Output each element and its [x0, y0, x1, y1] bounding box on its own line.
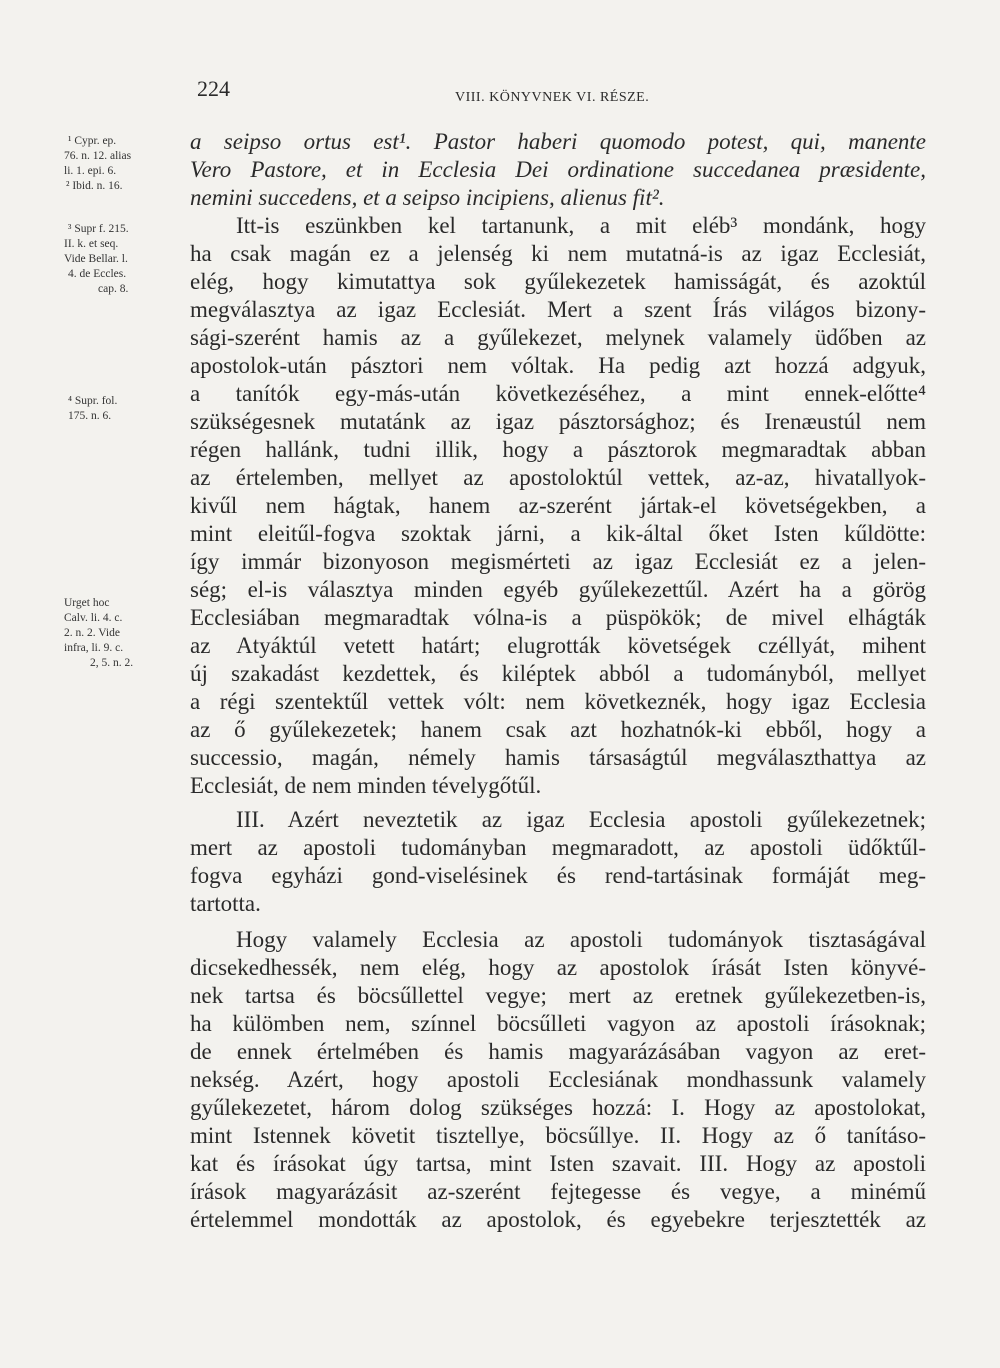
text-line: sági-szerént hamis az a gyűlekezet, melynek valamely üdőben az: [190, 325, 926, 350]
margin-note: [64, 394, 182, 424]
margin-note: [64, 596, 182, 671]
text-line: ha külömben nem, színnel böcsűlleti vagyon az apostoli írásoknak;: [190, 1011, 926, 1036]
margin-note-line: infra, li. 9. c.: [64, 642, 124, 654]
text-line: megválasztya az igaz Ecclesiát. Mert a szent Írás világos bizony-: [190, 297, 926, 322]
text-line: ha csak magán ez a jelenség ki nem mutatná-is az igaz Ecclesiát,: [190, 241, 926, 266]
text-line: gyűlekezetet, három dolog szükséges hozzá: I. Hogy az apostolokat,: [190, 1095, 926, 1120]
text-line: mint Istennek követit tisztellye, böcsűllye. II. Hogy az ő tanításo-: [190, 1123, 926, 1148]
text-line: mint eleitűl-fogva szoktak járni, a kik-által őket Isten kűldötte:: [190, 521, 926, 546]
text-line: szükségesnek mutatánk az igaz pásztorsághoz; és Irenæustúl nem: [190, 409, 926, 434]
text-line: így immár bizonyoson megismérteti az igaz Ecclesiát ez a jelen-: [190, 549, 926, 574]
text-line: dicsekedhessék, nem elég, hogy az apostolok írását Isten könyvé-: [190, 955, 926, 980]
text-line: Ecclesiát, de nem minden tévelygőtűl.: [190, 773, 542, 798]
text-line: successio, magán, némely hamis társaságtúl megválaszthattya az: [190, 745, 926, 770]
text-line: írások magyarázásit az-szerént fejtegesse és vegye, a minémű: [190, 1179, 926, 1204]
text-line: III. Azért neveztetik az igaz Ecclesia apostoli gyűlekezetnek;: [236, 807, 926, 832]
text-line: mert az apostoli tudományban megmaradott, az apostoli üdőktűl-: [190, 835, 926, 860]
text-line: ség; el-is választya minden egyéb gyűlekezettűl. Azért ha a görög: [190, 577, 926, 602]
margin-note-line: ⁴ Supr. fol.: [68, 395, 118, 407]
margin-note-line: 175. n. 6.: [68, 410, 112, 422]
text-line: elég, hogy kimutattya sok gyűlekezetek hamisságát, és azoktúl: [190, 269, 926, 294]
margin-note-line: II. k. et seq.: [64, 238, 119, 250]
margin-note-line: cap. 8.: [98, 283, 129, 295]
margin-note-line: 2. n. 2. Vide: [64, 627, 120, 639]
margin-note-line: ¹ Cypr. ep.: [68, 135, 117, 147]
margin-note-line: li. 1. epi. 6.: [64, 165, 117, 177]
margin-note-line: Urget hoc: [64, 597, 110, 609]
text-line: kivűl nem hágtak, hanem az-szerént jártak-el követségekben, a: [190, 493, 926, 518]
margin-note-line: 76. n. 12. alias: [64, 150, 132, 162]
text-line: kat és írásokat úgy tartsa, mint Isten szavait. III. Hogy az apostoli: [190, 1151, 926, 1176]
text-line: a régi szentektűl vettek vólt: nem következnék, hogy igaz Ecclesia: [190, 689, 926, 714]
text-line: új szakadást kezdettek, és kiléptek abból a tudományból, mellyet: [190, 661, 926, 686]
text-line: az Atyáktúl vetett határt; elugrották követségek czéllyát, mihent: [190, 633, 926, 658]
text-line: a seipso ortus est¹. Pastor haberi quomodo potest, qui, manente: [190, 129, 926, 154]
text-line: régen hallánk, tudni illik, hogy a pásztorok megmaradtak abban: [190, 437, 926, 462]
margin-note: [64, 134, 182, 194]
margin-note-line: Calv. li. 4. c.: [64, 612, 123, 624]
text-line: az ő gyűlekezetek; hanem csak azt hozhatnók-ki ebből, hogy a: [190, 717, 926, 742]
margin-note-line: 4. de Eccles.: [68, 268, 127, 280]
margin-note-line: Vide Bellar. l.: [64, 253, 128, 265]
text-line: nek tartsa és böcsűllettel vegye; mert az eretnek gyűlekezetben-is,: [190, 983, 926, 1008]
text-line: apostolok-után pásztori nem vóltak. Ha pedig azt hozzá adgyuk,: [190, 353, 926, 378]
text-line: Vero Pastore, et in Ecclesia Dei ordinatione succedanea præsidente,: [190, 157, 926, 182]
text-line: de ennek értelmében és hamis magyarázásában vagyon az eret-: [190, 1039, 926, 1064]
margin-note: [64, 222, 182, 297]
text-line: Hogy valamely Ecclesia az apostoli tudományok tisztaságával: [236, 927, 926, 952]
text-line: értelemmel mondották az apostolok, és egyebekre terjesztették az: [190, 1207, 926, 1232]
text-line: Itt-is eszünkben kel tartanunk, a mit eléb³ mondánk, hogy: [236, 213, 926, 238]
margin-note-line: ² Ibid. n. 16.: [66, 180, 123, 192]
text-line: a tanítók egy-más-után következéséhez, a mint ennek-előtte⁴: [190, 381, 926, 406]
text-line: fogva egyházi gond-viselésinek és rend-tartásinak formáját meg-: [190, 863, 926, 888]
margin-note-line: ³ Supr f. 215.: [68, 223, 129, 235]
text-line: tartotta.: [190, 891, 261, 916]
margin-note-line: 2, 5. n. 2.: [90, 657, 134, 669]
text-line: az értelemben, mellyet az apostoloktúl vettek, az-az, hivatallyok-: [190, 465, 926, 490]
text-line: nekség. Azért, hogy apostoli Ecclesiának mondhassunk valamely: [190, 1067, 926, 1092]
text-line: nemini succedens, et a seipso incipiens, alienus fit².: [190, 185, 665, 210]
text-line: Ecclesiában megmaradtak vólna-is a püspökök; de mivel elhágták: [190, 605, 926, 630]
page-number: 224: [197, 76, 230, 101]
running-title: VIII. KÖNYVNEK VI. RÉSZE.: [455, 90, 650, 105]
